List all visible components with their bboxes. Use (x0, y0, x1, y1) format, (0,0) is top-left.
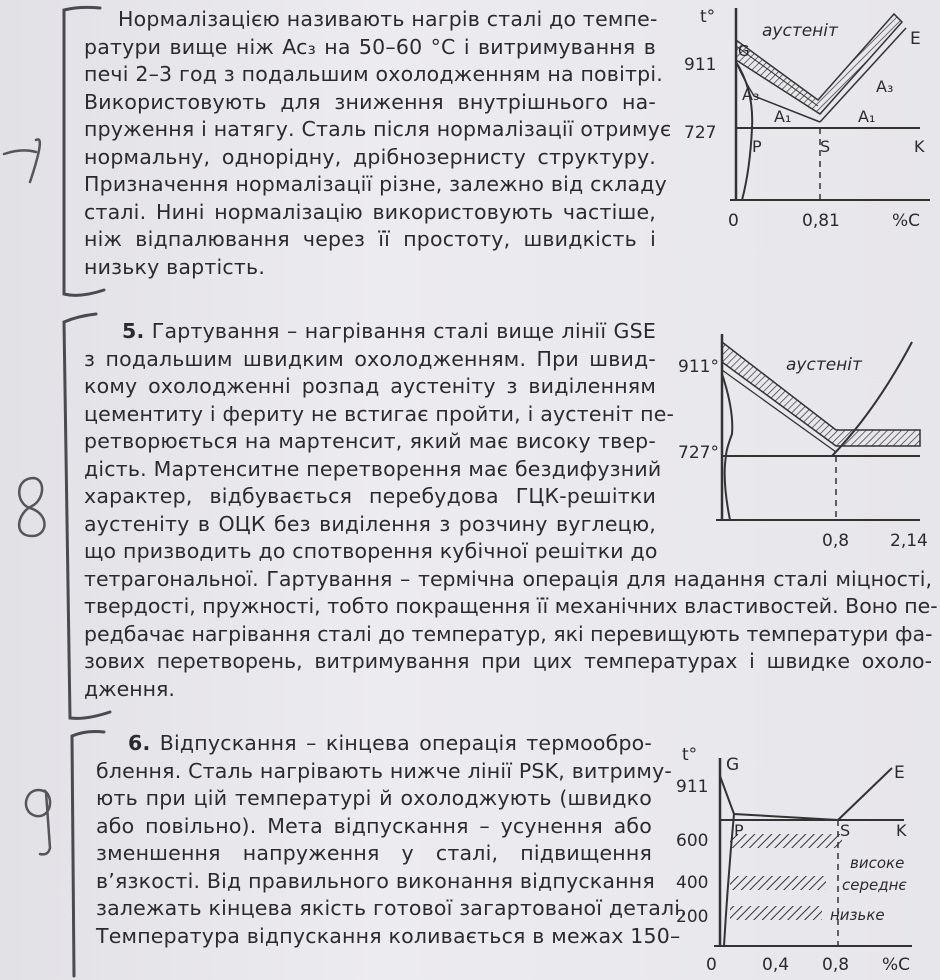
section7-line: Призначення нормалізації різне, залежно від складу (84, 172, 667, 196)
y-tick-600: 600 (676, 831, 709, 851)
section7-line: Використовують для зниження внутрішнього на- (84, 89, 656, 114)
y-tick-911: 911 (676, 777, 709, 797)
section6-line: блення. Сталь нагрівають нижче лінії PSK, витриму- (96, 758, 673, 783)
zone-label-high: високе (850, 854, 905, 872)
section5-line: що призводить до спотворення кубічної решітки до (84, 539, 658, 563)
section6-number: 6. (128, 731, 151, 755)
point-label-g: G (726, 755, 740, 775)
section5-line: Гартування – нагрівання сталі вище лінії GSE (151, 319, 656, 343)
point-label-p: P (734, 821, 744, 840)
x-tick-214: 2,14 (890, 531, 928, 551)
section6-line: ють при цій температурі й охолоджують (швидко (96, 786, 652, 810)
y-tick-400: 400 (676, 873, 709, 893)
section5-line: твердості, пружності, тобто покращення її механічних властивостей. Воно пе- (84, 594, 938, 618)
section7-line: ніж відпалювання через її простоту, швидкість і (84, 227, 656, 251)
section6-bracket (0, 720, 120, 980)
section6-line: в’язкості. Від правильного виконання відпускання (96, 868, 655, 893)
section6-line: Температура відпускання коливається в межах 150– (96, 923, 681, 948)
y-tick-200: 200 (676, 907, 709, 927)
x-tick-08: 0,8 (822, 955, 850, 975)
section7-line: сталі. Нині нормалізацію використовують частіше, (84, 199, 656, 224)
section6-line: залежать кінцева якість готової загартованої деталі. (96, 896, 687, 920)
section6-tempering-diagram (672, 738, 940, 980)
section7-line: печі 2–3 год з подальшим охолодженням на повітрі. (84, 62, 663, 86)
section6-line: Відпускання – кінцева операція термообро- (159, 731, 652, 755)
section7-line: Нормалізацією називають нагрів сталі до темпе- (118, 7, 658, 31)
x-tick-0: 0 (728, 211, 739, 231)
section5-line: аустеніту в ОЦК без виділення з розчину вуглецю, (84, 511, 656, 536)
point-label-s: S (820, 137, 831, 156)
section5-line: кому охолодженні розпад аустеніту з виділенням (84, 374, 656, 398)
region-label-austenite: аустеніт (762, 21, 838, 41)
section5-line: характер, відбувається перебудова ГЦК-решітки (84, 484, 656, 508)
point-label-s: S (840, 821, 851, 840)
section5-line: цементиту і фериту не встигає пройти, і аустеніт пе- (84, 401, 675, 426)
zone-label-medium: середнє (842, 876, 907, 894)
line-label-a3-left: A₃ (742, 85, 760, 104)
x-tick-08: 0,8 (822, 531, 850, 551)
section7-line: низьку вартість. (84, 254, 266, 279)
point-label-g: G (738, 42, 750, 60)
line-label-a3-right: A₃ (876, 77, 894, 96)
x-tick-0: 0 (706, 955, 717, 975)
section7-line: пруження і натягу. Сталь після нормалізації отримує (84, 117, 672, 141)
section6-line: зменшення напруження у сталі, підвищення (96, 841, 652, 865)
axis-label-t: t° (700, 7, 716, 27)
section5-paragraph-wide (84, 566, 938, 704)
point-label-e: E (894, 763, 905, 783)
section5-line: тетрагональної. Гартування – термічна операція для надання сталі міцності, (84, 566, 932, 591)
point-label-p: P (752, 137, 762, 156)
line-label-a1-right: A₁ (858, 107, 876, 126)
section5-paragraph (84, 318, 675, 566)
section6-paragraph (96, 730, 687, 950)
section7-bracket (0, 0, 120, 300)
section5-bracket (0, 300, 120, 730)
axis-label-percent-c: %C (882, 955, 911, 975)
section7-line: ратури вище ніж Ac₃ на 50–60 °С і витримування в (84, 34, 656, 59)
x-tick-081: 0,81 (802, 211, 840, 231)
section5-line: редбачає нагрівання сталі до температур, які перевищують температури фа- (84, 621, 933, 646)
section7-line: нормальну, однорідну, дрібнозернисту структуру. (84, 144, 656, 169)
section6-line: або повільно). Мета відпускання – усунення або (96, 813, 652, 838)
y-tick-911: 911° (678, 357, 719, 377)
section5-line: зових перетворень, витримування при цих температурах і швидке охоло- (84, 649, 932, 673)
axis-label-t: t° (682, 745, 698, 765)
section5-quenching-diagram (676, 330, 940, 560)
section7-iron-carbon-diagram (680, 0, 940, 240)
point-label-e: E (910, 29, 921, 49)
section5-line: дість. Мартенситне перетворення має бездифузний (84, 456, 662, 481)
section5-line: ретворюється на мартенсит, який має високу твер- (84, 429, 656, 453)
line-label-a1-left: A₁ (774, 107, 792, 126)
region-label-austenite: аустеніт (786, 355, 862, 375)
y-tick-911: 911 (684, 55, 717, 75)
section7-paragraph (84, 6, 672, 281)
zone-label-low: низьке (830, 906, 885, 924)
section5-number: 5. (122, 319, 145, 343)
section5-line: дження. (84, 676, 175, 701)
y-tick-727: 727° (678, 443, 719, 463)
point-label-k: K (896, 821, 907, 840)
axis-label-percent-c: %C (892, 211, 921, 231)
section5-line: з подальшим швидким охолодженням. При швид- (84, 346, 656, 371)
x-tick-04: 0,4 (762, 955, 790, 975)
point-label-k: K (914, 137, 925, 156)
y-tick-727: 727 (684, 123, 717, 143)
